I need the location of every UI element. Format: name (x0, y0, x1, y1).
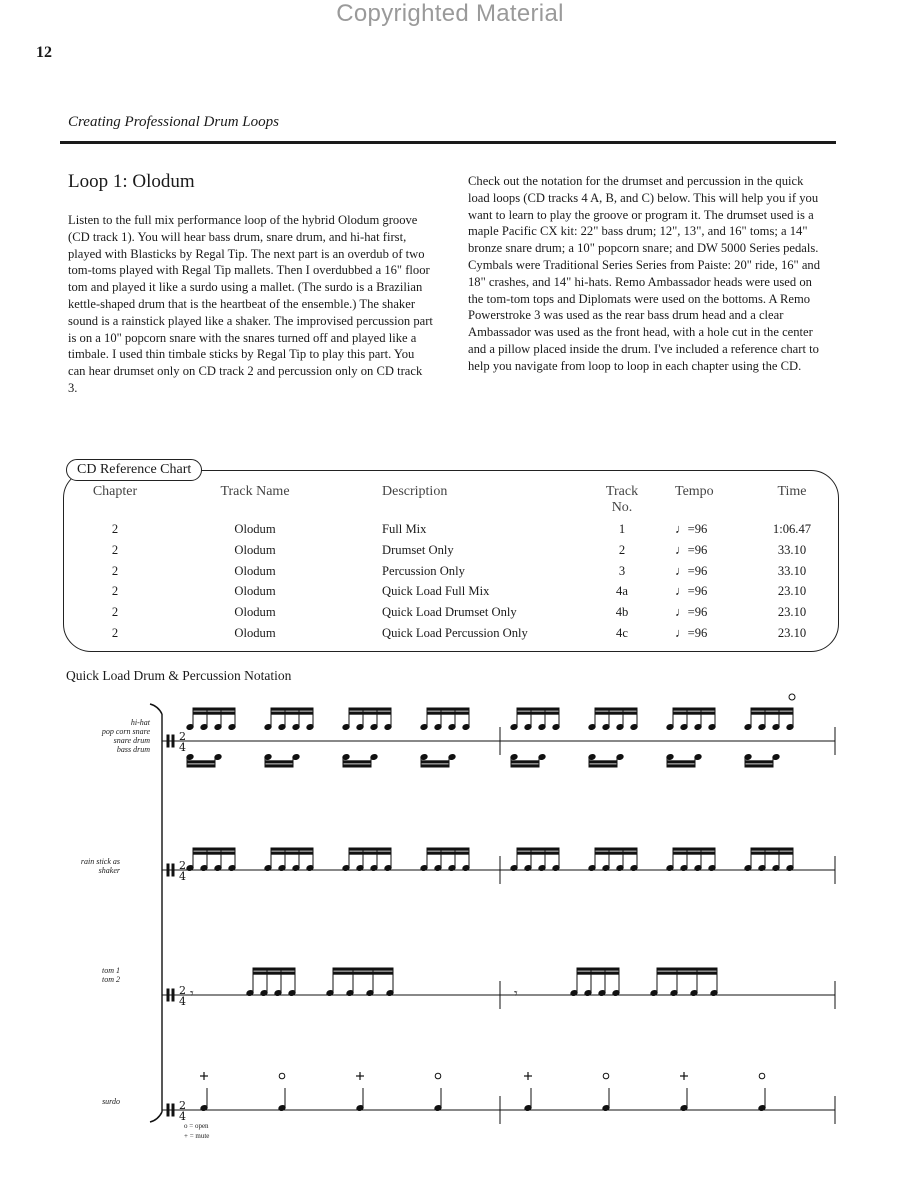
header-description: Description (382, 484, 448, 499)
cell-time: 23.10 (777, 584, 807, 599)
beam (517, 852, 559, 854)
cell-chapter: 2 (111, 522, 119, 536)
beam (271, 848, 313, 850)
beam (657, 968, 717, 970)
cell-time: 23.10 (777, 626, 807, 640)
beam (577, 972, 619, 974)
beam (427, 852, 469, 854)
cell-track-no: 4b (615, 605, 629, 620)
beam (333, 968, 393, 970)
left-column-text: Listen to the full mix performance loop of the hybrid Olodum groove (CD track 1). You will hear bass drum, snare drum, and hi-hat first, played with Blasticks by Regal Tip. The next part is an overdub of two tom-toms played with Regal Tip mallets. Then I overdubbed a 16" floor tom and played it like a surdo using a mallet. (The surdo is a Brazilian kettle-shaped drum that is the heartbeat of the ensemble.) The shaker sound is a rainstick played like a shaker. The improvised percussion part is on a 10" popcorn snare with the snares turned off and played like a timbale. I used thin timbale sticks by Regal Tip to play this part. You can hear drumset only on CD track 2 and percussion only on CD track 3. (68, 213, 433, 395)
beam (193, 712, 235, 714)
beam (427, 712, 469, 714)
beam (673, 712, 715, 714)
cell-time: 33.10 (777, 542, 807, 557)
cell-time: 23.10 (777, 605, 807, 620)
beam (595, 848, 637, 850)
time-sig-bottom: 4 (179, 1110, 186, 1123)
cell-tempo: ♩=96 (675, 563, 708, 578)
cell-track-no: 4a (616, 584, 628, 599)
beam (517, 712, 559, 714)
instrument-shaker: shaker (98, 866, 120, 875)
percussion-clef (167, 1104, 169, 1116)
time-sig-top: 2 (179, 859, 186, 872)
cell-description: Percussion Only (382, 563, 465, 578)
cell-track-no: 2 (618, 542, 626, 557)
cell-track-name: Olodum (234, 563, 276, 578)
cell-track-name: Olodum (234, 605, 276, 620)
cell-track-name: Olodum (234, 522, 276, 536)
beam (673, 848, 715, 850)
beam (751, 708, 793, 710)
percussion-clef (172, 735, 174, 747)
percussion-clef (167, 989, 169, 1001)
cell-chapter: 2 (111, 563, 119, 578)
notation-title: Quick Load Drum & Percussion Notation (66, 668, 292, 683)
instrument-snare: snare drum (113, 736, 150, 745)
beam (745, 765, 773, 767)
loop-heading: Loop 1: Olodum (68, 171, 195, 192)
instrument-bass-drum: bass drum (116, 745, 150, 754)
cell-chapter: 2 (111, 542, 119, 557)
header-tempo: Tempo (675, 484, 714, 499)
beam (595, 712, 637, 714)
cell-tempo: ♩=96 (675, 584, 708, 599)
beam (333, 972, 393, 974)
beam (517, 708, 559, 710)
beam (421, 761, 449, 763)
beam (667, 765, 695, 767)
cell-chapter: 2 (111, 626, 119, 640)
instrument-hihat: hi-hat (130, 718, 150, 727)
beam (511, 765, 539, 767)
legend-open: o = open (184, 1122, 209, 1130)
rest: 𝄾 (514, 987, 518, 1002)
beam (343, 765, 371, 767)
instrument-tom2: tom 2 (102, 975, 120, 984)
cell-track-name: Olodum (234, 542, 276, 557)
header-track-no: Track No. (605, 484, 639, 515)
beam (253, 972, 295, 974)
beam (589, 761, 617, 763)
copyright-watermark: Copyrighted Material (336, 0, 564, 27)
beam (271, 712, 313, 714)
header-chapter: Chapter (92, 484, 138, 499)
beam (511, 761, 539, 763)
beam (349, 712, 391, 714)
cell-tempo: ♩=96 (675, 605, 708, 620)
beam (193, 852, 235, 854)
instrument-rainstick: rain stick as (80, 857, 120, 866)
cell-time: 1:06.47 (772, 522, 812, 536)
bracket-top-curl (150, 704, 162, 714)
cell-track-name: Olodum (234, 584, 276, 599)
beam (343, 761, 371, 763)
percussion-clef (167, 735, 169, 747)
beam (657, 972, 717, 974)
cell-track-name: Olodum (234, 626, 276, 640)
beam (265, 761, 293, 763)
rest: 𝄾 (190, 987, 194, 1002)
header-time: Time (777, 484, 807, 499)
open-mark (279, 1073, 285, 1079)
beam (271, 708, 313, 710)
time-sig-top: 2 (179, 1099, 186, 1112)
cell-tempo: ♩=96 (675, 522, 708, 536)
percussion-clef (172, 989, 174, 1001)
beam (349, 708, 391, 710)
beam (517, 848, 559, 850)
cell-description: Drumset Only (382, 542, 454, 557)
legend-mute: + = mute (184, 1132, 210, 1140)
cell-tempo: ♩=96 (675, 542, 708, 557)
beam (427, 708, 469, 710)
beam (673, 708, 715, 710)
beam (667, 761, 695, 763)
open-mark (789, 694, 795, 700)
instrument-surdo: surdo (102, 1097, 120, 1106)
beam (745, 761, 773, 763)
beam (673, 852, 715, 854)
time-sig-bottom: 4 (179, 995, 186, 1008)
beam (187, 761, 215, 763)
time-sig-bottom: 4 (179, 870, 186, 883)
bracket-bottom-curl (150, 1112, 162, 1122)
beam (349, 852, 391, 854)
running-title: Creating Professional Drum Loops (68, 114, 279, 130)
header-track-name: Track Name (220, 484, 290, 499)
beam (187, 765, 215, 767)
open-mark (603, 1073, 609, 1079)
cell-description: Full Mix (382, 522, 427, 536)
beam (253, 968, 295, 970)
beam (589, 765, 617, 767)
cell-track-no: 1 (618, 522, 626, 536)
open-mark (759, 1073, 765, 1079)
percussion-clef (167, 864, 169, 876)
instrument-tom1: tom 1 (102, 966, 120, 975)
beam (595, 852, 637, 854)
beam (427, 848, 469, 850)
cd-chart-label: CD Reference Chart (66, 459, 202, 481)
cell-description: Quick Load Drumset Only (382, 605, 517, 620)
cell-description: Quick Load Full Mix (382, 584, 490, 599)
cell-track-no: 3 (618, 563, 626, 578)
beam (577, 968, 619, 970)
cell-time: 33.10 (777, 563, 807, 578)
time-sig-top: 2 (179, 730, 186, 743)
percussion-clef (172, 1104, 174, 1116)
cell-chapter: 2 (111, 584, 119, 599)
cell-tempo: ♩=96 (675, 626, 708, 640)
beam (751, 852, 793, 854)
open-mark (435, 1073, 441, 1079)
right-column-text: Check out the notation for the drumset and percussion in the quick load loops (CD tracks 4 A, B, and C) below. This will help you if you want to learn to play the groove or program it. The drumset used is a maple Pacific CX kit: 22" bass drum; 12", 13", and 16" toms; a 14" bronze snare drum; a 10" popcorn snare; and DW 5000 Series pedals. Cymbals were Traditional Series Series from Paiste: 20" ride, 16" and 18" crashes, and 14" hi-hats. Remo Ambassador heads were used on the tom-tom tops and Diplomats were used on the bottoms. A Remo Powerstroke 3 was used as the rear bass drum head and a clear Ambassador was used as the front head, with a hole cut in the center and a pillow placed inside the drum. I've included a reference chart to help you navigate from loop to loop in each chapter using the CD. (468, 174, 821, 373)
cell-description: Quick Load Percussion Only (382, 626, 528, 640)
beam (751, 848, 793, 850)
cell-track-no: 4c (616, 626, 628, 640)
beam (193, 848, 235, 850)
beam (271, 852, 313, 854)
time-sig-bottom: 4 (179, 741, 186, 754)
beam (595, 708, 637, 710)
instrument-popcorn-snare: pop corn snare (101, 727, 150, 736)
beam (751, 712, 793, 714)
page-number: 12 (36, 44, 52, 61)
percussion-clef (172, 864, 174, 876)
cell-chapter: 2 (111, 605, 119, 620)
beam (265, 765, 293, 767)
beam (193, 708, 235, 710)
time-sig-top: 2 (179, 984, 186, 997)
beam (421, 765, 449, 767)
beam (349, 848, 391, 850)
